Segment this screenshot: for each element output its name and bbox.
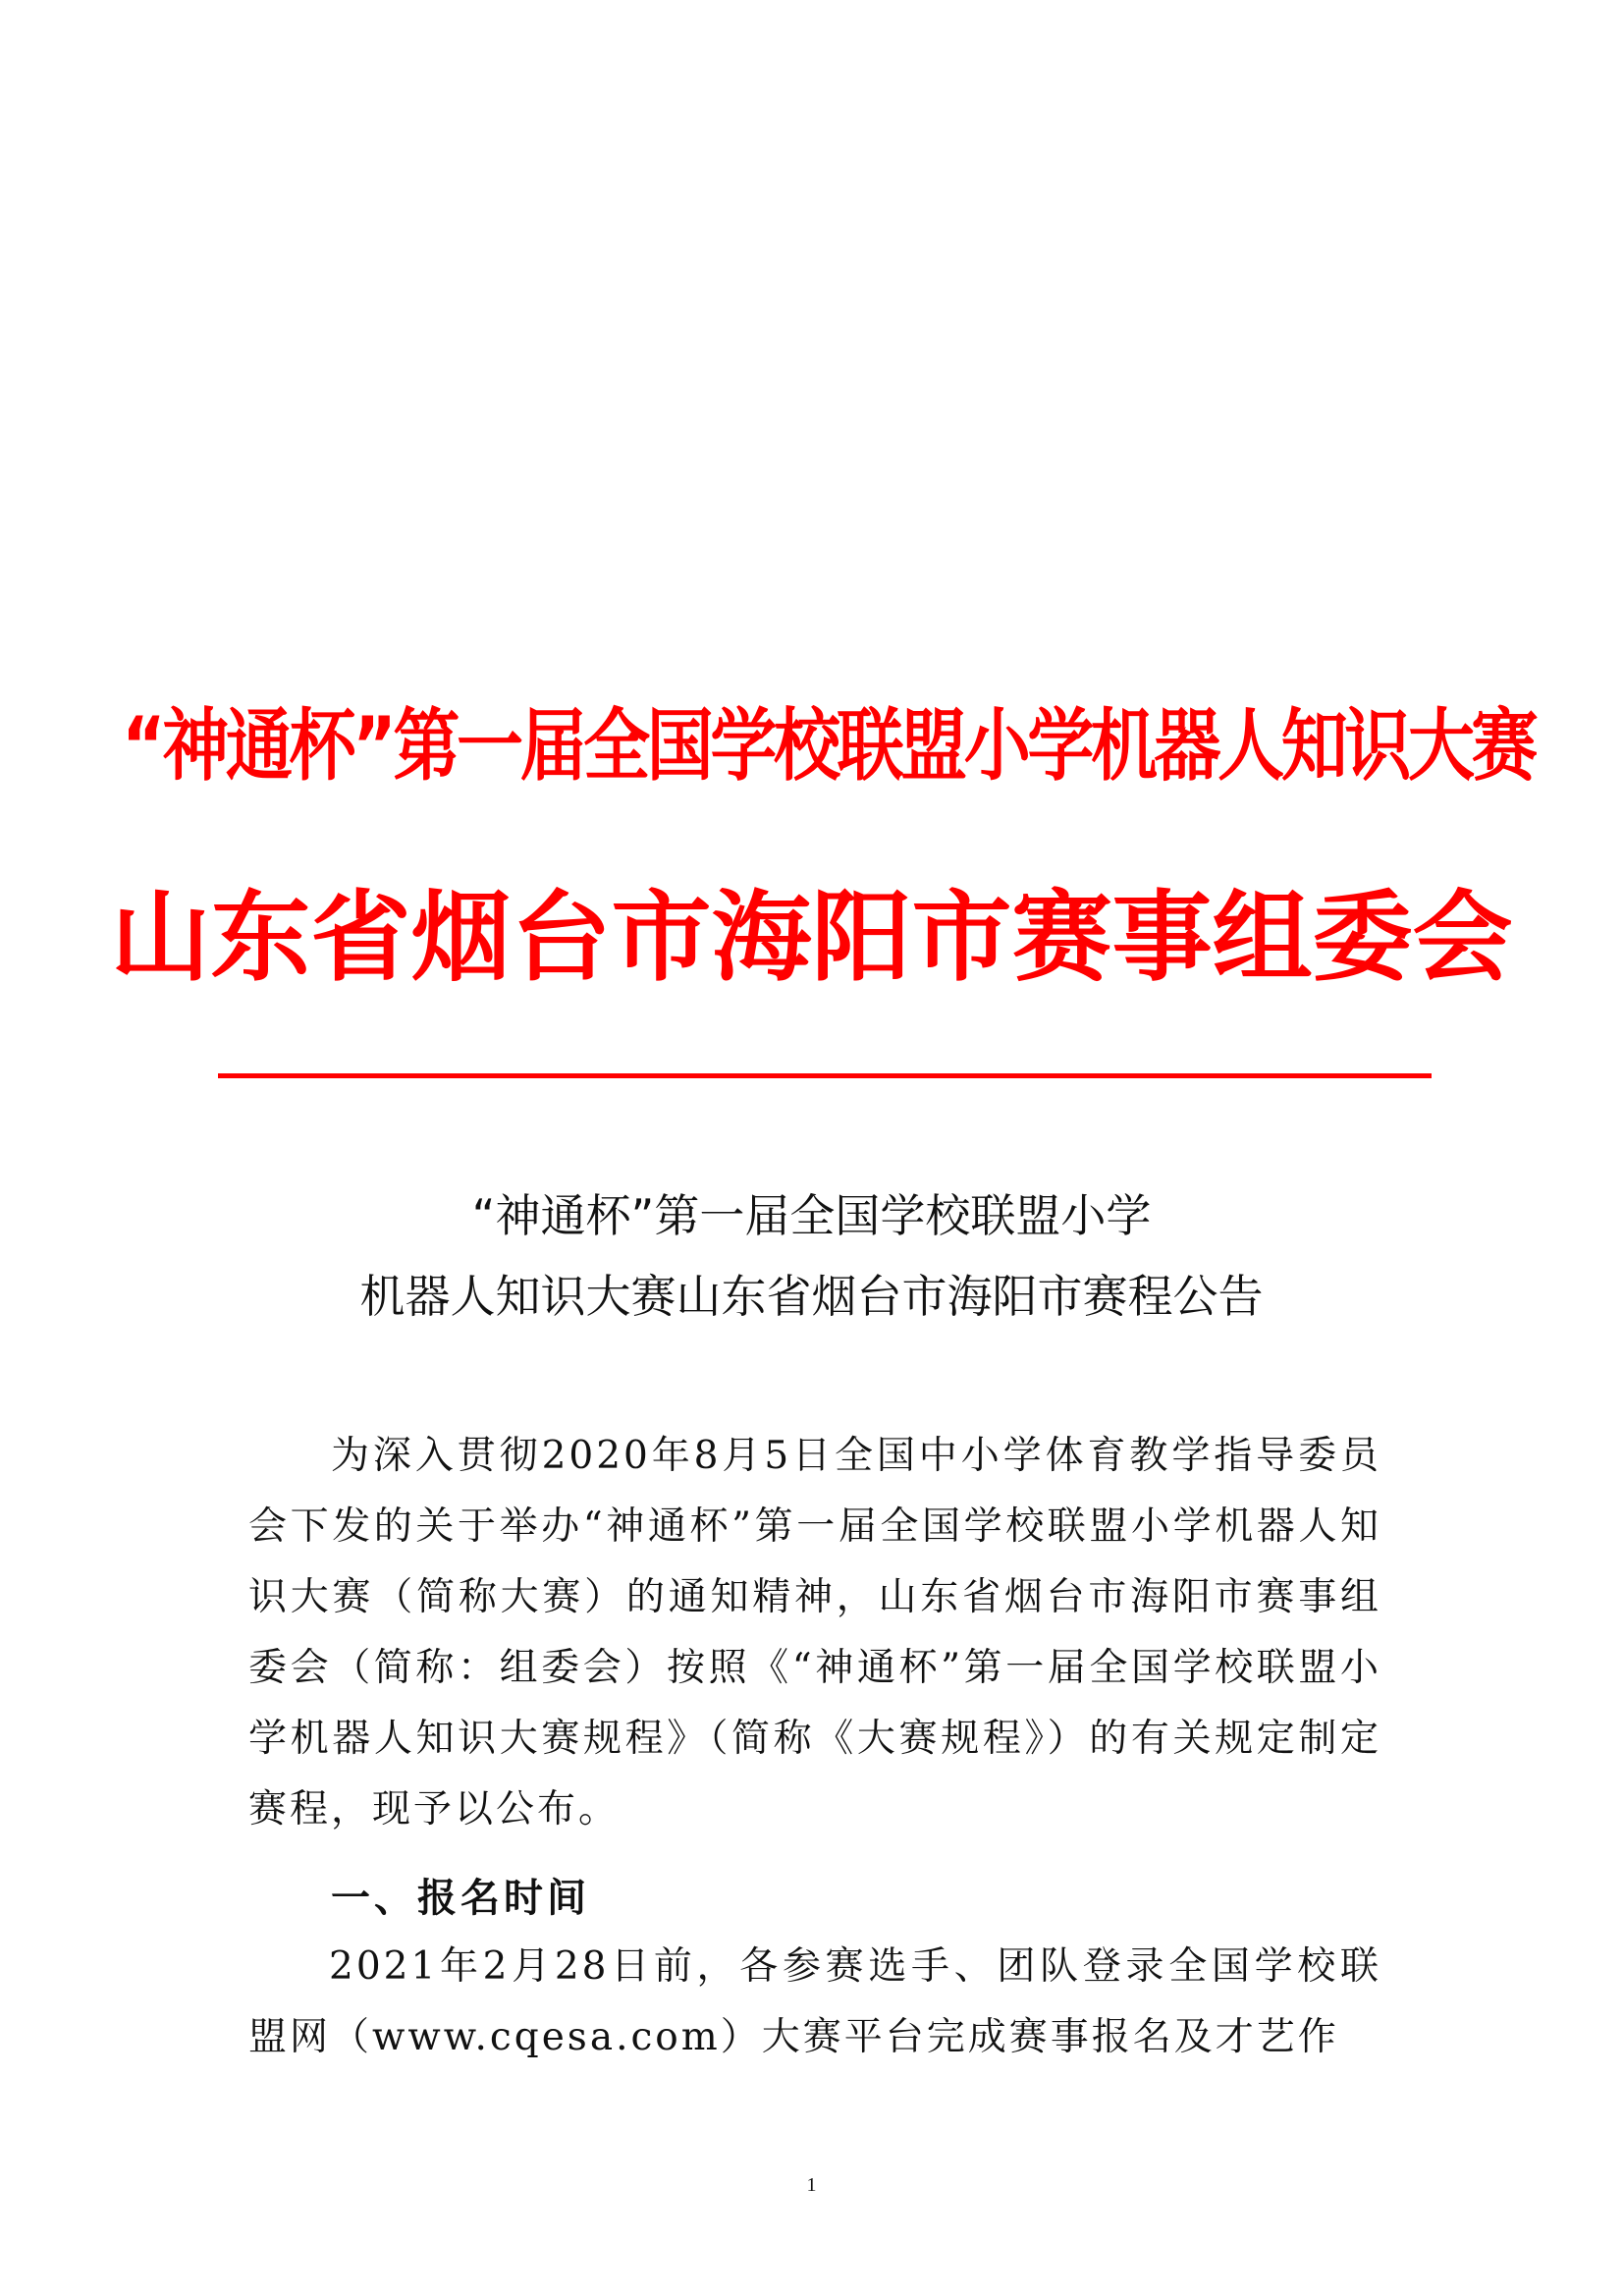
competition-name-header: “神通杯”第一届全国学校联盟小学机器人知识大赛 [121, 700, 1536, 792]
intro-paragraph: 为深入贯彻2020年8月5日全国中小学体育教学指导委员会下发的关于举办“神通杯”第一届全国学校联盟小学机器人知识大赛（简称大赛）的通知精神，山东省烟台市海阳市赛事组委会（简称：组委会）按照《“神通杯”第一届全国学校联盟小学机器人知识大赛规程》（简称《大赛规程》）的有关规定制定赛程，现予以公布。 [248, 1434, 1381, 1831]
document-title-line-2: 机器人知识大赛山东省烟台市海阳市赛程公告 [359, 1270, 1264, 1323]
committee-name-header: 山东省烟台市海阳市赛事组委会 [110, 880, 1513, 995]
document-title-line-1: “神通杯”第一届全国学校联盟小学 [471, 1189, 1152, 1242]
registration-paragraph: 2021年2月28日前，各参赛选手、团队登录全国学校联盟网（www.cqesa.com）大赛平台完成赛事报名及才艺作 [248, 1944, 1381, 2059]
section-heading-registration-time: 一、报名时间 [331, 1876, 590, 1921]
red-divider-line [218, 1073, 1432, 1078]
page-number: 1 [806, 2174, 817, 2196]
